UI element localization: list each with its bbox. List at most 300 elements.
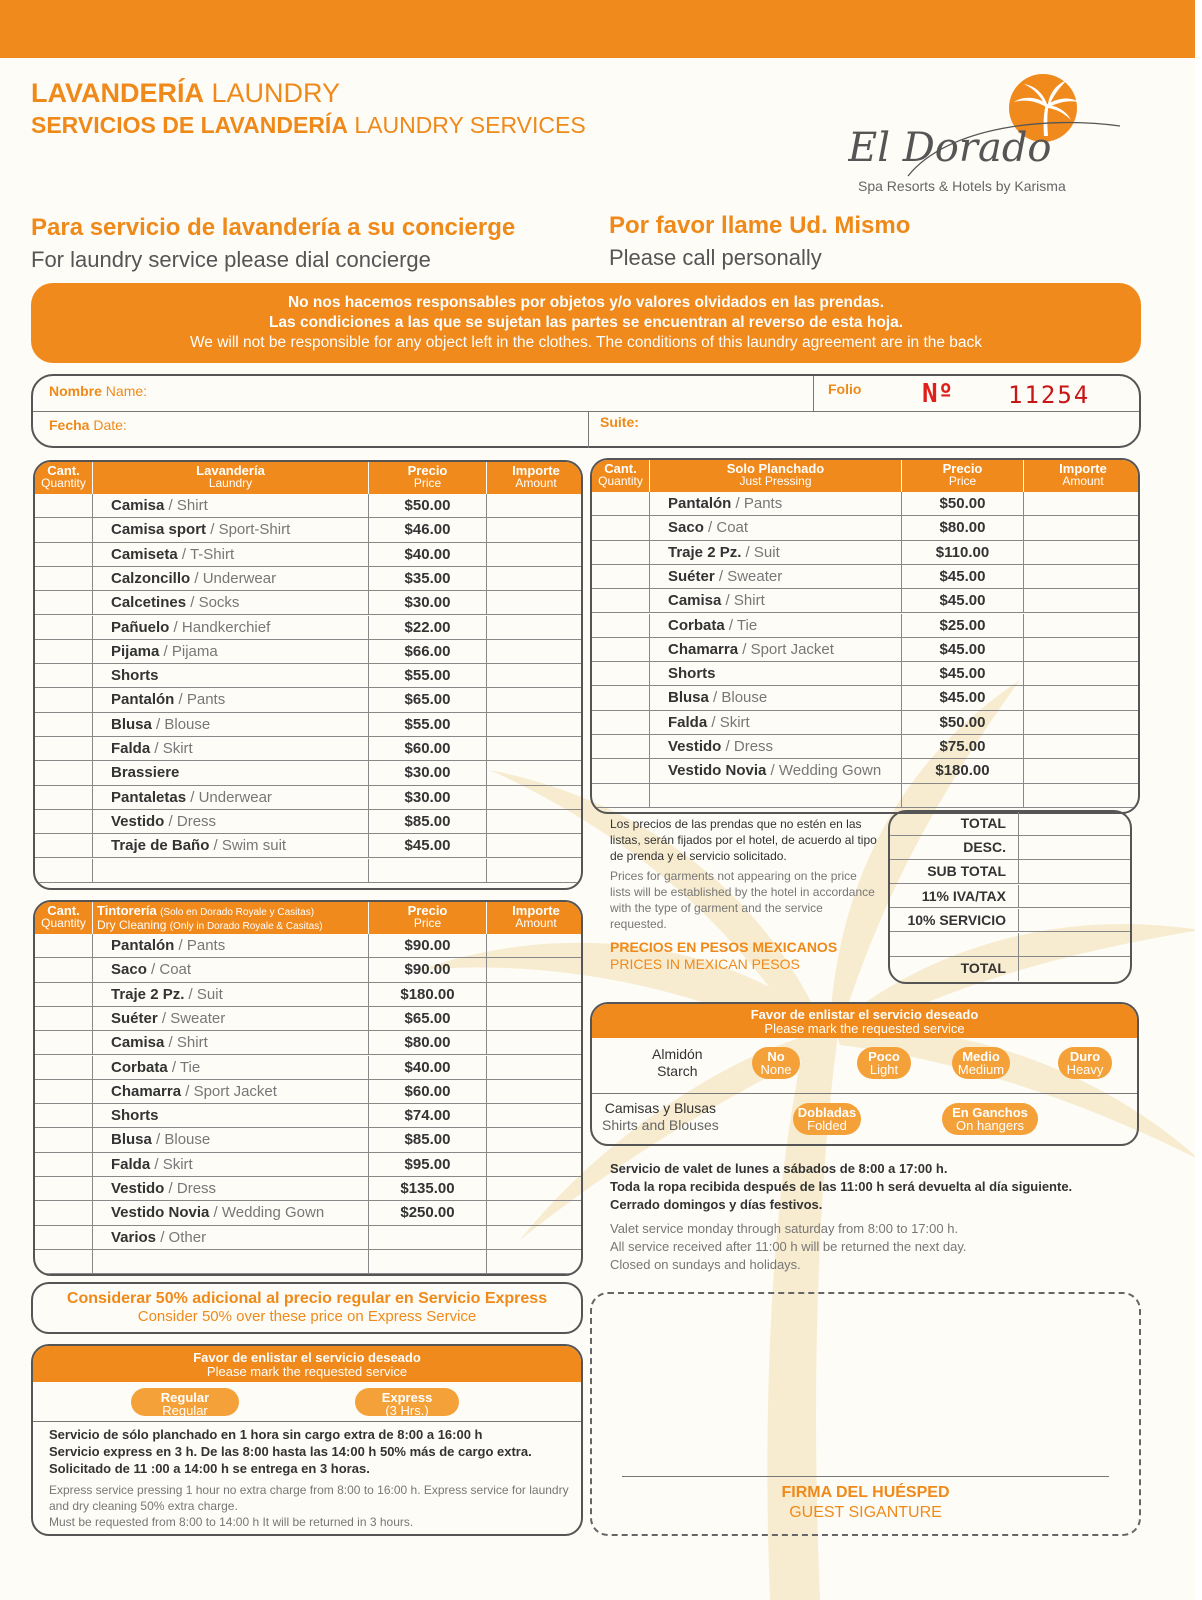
- hangers-option[interactable]: En Ganchos On hangers: [942, 1103, 1038, 1135]
- item-cell: Saco / Coat: [93, 958, 369, 981]
- requested-service-header: Favor de enlistar el servicio deseado Please mark the requested service: [33, 1346, 581, 1382]
- price-cell: $30.00: [369, 591, 487, 614]
- price-cell: $85.00: [369, 1128, 487, 1151]
- item-cell: Falda / Skirt: [650, 711, 902, 734]
- signature-label-es: FIRMA DEL HUÉSPED: [781, 1484, 950, 1501]
- express-option[interactable]: Express (3 Hrs.): [355, 1388, 459, 1416]
- totals-value-cell[interactable]: [1019, 812, 1130, 835]
- amount-cell[interactable]: [487, 543, 583, 566]
- totals-box: [888, 810, 1132, 984]
- amount-cell[interactable]: [487, 737, 583, 760]
- quantity-cell[interactable]: [35, 958, 93, 981]
- price-cell: $90.00: [369, 934, 487, 957]
- concierge-heading-es: Para servicio de lavandería a su concierge: [31, 214, 516, 241]
- table-row: [592, 759, 1138, 783]
- totals-label: 10% SERVICIO: [890, 909, 1019, 932]
- col-price: Precio Price: [369, 902, 487, 934]
- amount-cell[interactable]: [487, 1128, 583, 1151]
- table-row: [35, 518, 581, 542]
- table-row: [35, 958, 581, 982]
- quantity-cell[interactable]: [35, 543, 93, 566]
- quantity-cell[interactable]: [592, 589, 650, 612]
- quantity-cell[interactable]: [592, 662, 650, 685]
- quantity-cell[interactable]: [35, 1104, 93, 1127]
- totals-row: [890, 885, 1130, 909]
- totals-row: [890, 957, 1130, 981]
- col-price: Precio Price: [369, 462, 487, 494]
- price-cell: $90.00: [369, 958, 487, 981]
- page-subtitle: SERVICIOS DE LAVANDERÍA LAUNDRY SERVICES: [31, 112, 586, 138]
- quantity-cell[interactable]: [35, 786, 93, 809]
- pressing-table-header: [592, 460, 1138, 492]
- guest-info-box: [31, 374, 1141, 448]
- quantity-cell[interactable]: [592, 735, 650, 758]
- table-row: [35, 1104, 581, 1128]
- starch-medium-option[interactable]: Medio Medium: [952, 1047, 1010, 1079]
- starch-light-option[interactable]: Poco Light: [857, 1047, 911, 1079]
- svg-text:El Dorado: El Dorado: [848, 125, 1052, 171]
- totals-value-cell[interactable]: [1019, 885, 1130, 908]
- pressing-table: [590, 458, 1140, 814]
- price-cell: $60.00: [369, 1080, 487, 1103]
- personal-heading-es: Por favor llame Ud. Mismo: [609, 212, 911, 239]
- totals-label: 11% IVA/TAX: [890, 885, 1019, 908]
- item-cell: Camisa / Shirt: [93, 1031, 369, 1054]
- totals-row: [890, 812, 1130, 836]
- price-cell: $80.00: [902, 516, 1024, 539]
- price-cell: $180.00: [902, 759, 1024, 782]
- amount-cell[interactable]: [487, 567, 583, 590]
- quantity-cell[interactable]: [592, 541, 650, 564]
- col-price: Precio Price: [902, 460, 1024, 492]
- quantity-cell[interactable]: [35, 664, 93, 687]
- quantity-cell[interactable]: [35, 518, 93, 541]
- quantity-cell[interactable]: [35, 713, 93, 736]
- item-cell: Pijama / Pijama: [93, 640, 369, 663]
- table-row: [35, 591, 581, 615]
- amount-cell[interactable]: [1024, 711, 1140, 734]
- table-row: [592, 516, 1138, 540]
- price-cell: $46.00: [369, 518, 487, 541]
- totals-value-cell[interactable]: [1019, 909, 1130, 932]
- col-item: Solo Planchado Just Pressing: [650, 460, 902, 492]
- quantity-cell[interactable]: [35, 567, 93, 590]
- amount-cell[interactable]: [1024, 565, 1140, 588]
- quantity-cell[interactable]: [592, 565, 650, 588]
- table-row: [35, 688, 581, 712]
- price-cell: $80.00: [369, 1031, 487, 1054]
- totals-value-cell[interactable]: [1019, 860, 1130, 883]
- price-cell: $135.00: [369, 1177, 487, 1200]
- item-cell: Chamarra / Sport Jacket: [650, 638, 902, 661]
- item-cell: Blusa / Blouse: [650, 686, 902, 709]
- table-row: [592, 614, 1138, 638]
- item-cell: Corbata / Tie: [650, 614, 902, 637]
- express-notice-en: Consider 50% over these price on Express Service: [137, 1308, 477, 1325]
- col-quantity: Cant. Quantity: [592, 460, 650, 492]
- amount-cell[interactable]: [1024, 614, 1140, 637]
- signature-label-en: GUEST SIGANTURE: [789, 1504, 942, 1521]
- item-cell: Blusa / Blouse: [93, 1128, 369, 1151]
- table-row: [35, 1056, 581, 1080]
- amount-cell[interactable]: [1024, 784, 1140, 807]
- table-row: [35, 983, 581, 1007]
- quantity-cell[interactable]: [592, 614, 650, 637]
- quantity-cell[interactable]: [592, 711, 650, 734]
- price-cell: $45.00: [902, 638, 1024, 661]
- amount-cell[interactable]: [487, 958, 583, 981]
- price-cell: $55.00: [369, 664, 487, 687]
- price-cell: $40.00: [369, 543, 487, 566]
- quantity-cell[interactable]: [592, 759, 650, 782]
- amount-cell[interactable]: [487, 1250, 583, 1273]
- item-cell: Chamarra / Sport Jacket: [93, 1080, 369, 1103]
- price-cell: $110.00: [902, 541, 1024, 564]
- express-notice-es: Considerar 50% adicional al precio regular en Servicio Express: [66, 1290, 548, 1307]
- quantity-cell[interactable]: [35, 1226, 93, 1249]
- table-row: [592, 638, 1138, 662]
- quantity-cell[interactable]: [35, 761, 93, 784]
- price-cell: $180.00: [369, 983, 487, 1006]
- price-cell: $75.00: [902, 735, 1024, 758]
- table-row: [592, 662, 1138, 686]
- guest-signature-box[interactable]: [590, 1292, 1141, 1536]
- col-item: Lavandería Laundry: [93, 462, 369, 494]
- quantity-cell[interactable]: [592, 492, 650, 515]
- amount-cell[interactable]: [487, 688, 583, 711]
- price-cell: $85.00: [369, 810, 487, 833]
- item-cell: Brassiere: [93, 761, 369, 784]
- quantity-cell[interactable]: [35, 934, 93, 957]
- item-cell: Calcetines / Socks: [93, 591, 369, 614]
- amount-cell[interactable]: [487, 786, 583, 809]
- price-cell: $25.00: [902, 614, 1024, 637]
- price-cell: $95.00: [369, 1153, 487, 1176]
- request-service-text-es: Servicio de sólo planchado en 1 hora sin cargo extra de 8:00 a 16:00 h Servicio express en 3 h. De las 8:00 hasta las 14:00 h 50% más de cargo extra. Solicitado de 11 :00 a 14:00 h se entrega en 3 horas.: [49, 1427, 532, 1476]
- quantity-cell[interactable]: [35, 1177, 93, 1200]
- price-cell: [369, 1226, 487, 1249]
- amount-cell[interactable]: [487, 1153, 583, 1176]
- item-cell: Vestido Novia / Wedding Gown: [650, 759, 902, 782]
- laundry-table: [33, 460, 583, 890]
- quantity-cell[interactable]: [35, 616, 93, 639]
- price-cell: $40.00: [369, 1056, 487, 1079]
- top-orange-bar: [0, 0, 1195, 58]
- totals-row: [890, 860, 1130, 884]
- totals-value-cell[interactable]: [1019, 933, 1130, 956]
- table-row: [35, 1201, 581, 1225]
- amount-cell[interactable]: [487, 616, 583, 639]
- amount-cell[interactable]: [487, 983, 583, 1006]
- amount-cell[interactable]: [487, 1201, 583, 1224]
- amount-cell[interactable]: [487, 518, 583, 541]
- table-row: [35, 494, 581, 518]
- item-cell: Blusa / Blouse: [93, 713, 369, 736]
- table-row: [592, 589, 1138, 613]
- table-row: [35, 934, 581, 958]
- amount-cell[interactable]: [487, 1177, 583, 1200]
- item-cell: Saco / Coat: [650, 516, 902, 539]
- express-notice-box: [31, 1282, 583, 1334]
- quantity-cell[interactable]: [35, 640, 93, 663]
- quantity-cell[interactable]: [35, 1201, 93, 1224]
- table-row: [35, 1177, 581, 1201]
- amount-cell[interactable]: [1024, 638, 1140, 661]
- totals-label: [890, 933, 1019, 956]
- amount-cell[interactable]: [487, 761, 583, 784]
- price-cell: [369, 1250, 487, 1273]
- quantity-cell[interactable]: [35, 1128, 93, 1151]
- price-notice-en: Prices for garments not appearing on the price lists will be established by the hotel in accordance with the type of garment and the service requested.: [610, 869, 875, 931]
- quantity-cell[interactable]: [35, 1056, 93, 1079]
- quantity-cell[interactable]: [592, 686, 650, 709]
- amount-cell[interactable]: [487, 834, 583, 857]
- totals-label: SUB TOTAL: [890, 860, 1019, 883]
- col-amount: Importe Amount: [1059, 461, 1107, 488]
- price-cell: $55.00: [369, 713, 487, 736]
- item-cell: [650, 784, 902, 807]
- totals-row: [890, 933, 1130, 957]
- totals-row: [890, 836, 1130, 860]
- item-cell: Pantalón / Pants: [93, 688, 369, 711]
- quantity-cell[interactable]: [35, 737, 93, 760]
- el-dorado-logo: [848, 66, 1138, 196]
- totals-value-cell[interactable]: [1019, 836, 1130, 859]
- amount-cell[interactable]: [487, 1080, 583, 1103]
- item-cell: Shorts: [93, 664, 369, 687]
- quantity-cell[interactable]: [35, 1080, 93, 1103]
- amount-cell[interactable]: [1024, 492, 1140, 515]
- amount-cell[interactable]: [487, 1104, 583, 1127]
- amount-cell[interactable]: [487, 713, 583, 736]
- table-row: [592, 492, 1138, 516]
- starch-heavy-option[interactable]: Duro Heavy: [1058, 1047, 1112, 1079]
- totals-label: DESC.: [890, 836, 1019, 859]
- logo-tagline: Spa Resorts & Hotels by Karisma: [858, 178, 1066, 194]
- item-cell: Traje 2 Pz. / Suit: [650, 541, 902, 564]
- folio-label: Folio: [828, 381, 862, 397]
- price-cell: $35.00: [369, 567, 487, 590]
- table-row: [35, 810, 581, 834]
- quantity-cell[interactable]: [592, 784, 650, 807]
- request-service-text-en: Express service pressing 1 hour no extra charge from 8:00 to 16:00 h. Express service for laundry and dry cleaning 50% extra charge. Must be requested from 8:00 to 14:00 h It will be returned in 3 hours.: [49, 1483, 569, 1529]
- table-row: [35, 1031, 581, 1055]
- quantity-cell[interactable]: [592, 516, 650, 539]
- disclaimer-line-1: No nos hacemos responsables por objetos y/o valores olvidados en las prendas.: [287, 294, 885, 311]
- price-notice-es: Los precios de las prendas que no estén en las listas, serán fijados por el hotel, de acuerdo al tipo de prenda y el servicio solicitado.: [610, 817, 877, 863]
- table-row: [35, 664, 581, 688]
- disclaimer-banner: [31, 283, 1141, 363]
- amount-cell[interactable]: [1024, 589, 1140, 612]
- regular-option[interactable]: Regular Regular: [131, 1388, 239, 1416]
- table-row: [35, 1007, 581, 1031]
- item-cell: Falda / Skirt: [93, 737, 369, 760]
- price-cell: $30.00: [369, 786, 487, 809]
- item-cell: Traje 2 Pz. / Suit: [93, 983, 369, 1006]
- amount-cell[interactable]: [487, 1007, 583, 1030]
- table-row: [35, 786, 581, 810]
- price-cell: $60.00: [369, 737, 487, 760]
- totals-value-cell[interactable]: [1019, 957, 1130, 981]
- quantity-cell[interactable]: [35, 1250, 93, 1273]
- price-cell: $45.00: [902, 565, 1024, 588]
- amount-cell[interactable]: [487, 640, 583, 663]
- folded-option[interactable]: Dobladas Folded: [793, 1103, 861, 1135]
- item-cell: Shorts: [93, 1104, 369, 1127]
- quantity-cell[interactable]: [35, 983, 93, 1006]
- price-cell: $30.00: [369, 761, 487, 784]
- col-item: Tintorería (Solo en Dorado Royale y Casitas) Dry Cleaning (Only in Dorado Royale & Casitas): [93, 902, 369, 934]
- amount-cell[interactable]: [1024, 686, 1140, 709]
- concierge-heading-en: For laundry service please dial concierge: [31, 247, 431, 272]
- price-cell: [369, 859, 487, 882]
- col-quantity: Cant. Quantity: [35, 902, 93, 934]
- quantity-cell[interactable]: [592, 638, 650, 661]
- table-row: [35, 1226, 581, 1250]
- totals-label: TOTAL: [890, 957, 1019, 981]
- suite-field[interactable]: Suite:: [600, 414, 639, 430]
- col-quantity: Cant. Quantity: [35, 462, 93, 494]
- price-cell: $50.00: [902, 711, 1024, 734]
- dry-cleaning-table: [33, 900, 583, 1276]
- amount-cell[interactable]: [487, 1031, 583, 1054]
- table-row: [35, 1128, 581, 1152]
- starch-none-option[interactable]: No None: [752, 1047, 800, 1079]
- disclaimer-line-3: We will not be responsible for any object left in the clothes. The conditions of this laundry agreement are in the back: [189, 334, 983, 351]
- col-amount: Importe Amount: [512, 903, 560, 930]
- amount-cell[interactable]: [487, 1226, 583, 1249]
- quantity-cell[interactable]: [35, 1031, 93, 1054]
- item-cell: Vestido / Dress: [93, 1177, 369, 1200]
- table-row: [592, 711, 1138, 735]
- price-cell: $65.00: [369, 1007, 487, 1030]
- table-row: [35, 859, 581, 883]
- table-row: [35, 834, 581, 858]
- pesos-label-es: PRECIOS EN PESOS MEXICANOS: [610, 939, 838, 955]
- item-cell: Pantalón / Pants: [650, 492, 902, 515]
- col-amount: Importe Amount: [512, 463, 560, 490]
- item-cell: Shorts: [650, 662, 902, 685]
- price-cell: $50.00: [369, 494, 487, 517]
- table-row: [35, 543, 581, 567]
- amount-cell[interactable]: [1024, 735, 1140, 758]
- price-cell: $250.00: [369, 1201, 487, 1224]
- item-cell: Camiseta / T-Shirt: [93, 543, 369, 566]
- price-cell: $50.00: [902, 492, 1024, 515]
- item-cell: [93, 859, 369, 882]
- item-cell: Vestido Novia / Wedding Gown: [93, 1201, 369, 1224]
- starch-label: Almidón Starch: [652, 1046, 703, 1079]
- item-cell: Pantalón / Pants: [93, 934, 369, 957]
- shirts-blouses-label: Camisas y Blusas Shirts and Blouses: [602, 1100, 719, 1133]
- folio-number: 11254: [1008, 381, 1091, 409]
- amount-cell[interactable]: [1024, 759, 1140, 782]
- item-cell: Camisa sport / Sport-Shirt: [93, 518, 369, 541]
- starch-service-header: Favor de enlistar el servicio deseado Please mark the requested service: [592, 1004, 1137, 1038]
- price-cell: $45.00: [902, 589, 1024, 612]
- amount-cell[interactable]: [487, 664, 583, 687]
- quantity-cell[interactable]: [35, 688, 93, 711]
- price-cell: $66.00: [369, 640, 487, 663]
- name-field[interactable]: Nombre Name:: [49, 383, 148, 399]
- table-row: [592, 735, 1138, 759]
- item-cell: Traje de Baño / Swim suit: [93, 834, 369, 857]
- date-field[interactable]: Fecha Date:: [49, 417, 127, 433]
- valet-info-en: Valet service monday through saturday from 8:00 to 17:00 h. All service received after 11:00 h will be returned the next day. Closed on sundays and holidays.: [610, 1221, 967, 1272]
- amount-cell[interactable]: [1024, 662, 1140, 685]
- amount-cell[interactable]: [487, 591, 583, 614]
- amount-cell[interactable]: [487, 810, 583, 833]
- table-row: [35, 713, 581, 737]
- item-cell: Camisa / Shirt: [93, 494, 369, 517]
- price-cell: [902, 784, 1024, 807]
- table-row: [35, 1250, 581, 1274]
- starch-service-box: [590, 1002, 1139, 1146]
- item-cell: Vestido / Dress: [93, 810, 369, 833]
- table-row: [35, 1080, 581, 1104]
- valet-info-es: Servicio de valet de lunes a sábados de 8:00 a 17:00 h. Toda la ropa recibida después de las 11:00 h será devuelta al día siguiente. Cerrado domingos y días festivos.: [610, 1161, 1073, 1212]
- item-cell: Falda / Skirt: [93, 1153, 369, 1176]
- amount-cell[interactable]: [1024, 516, 1140, 539]
- totals-label: TOTAL: [890, 812, 1019, 835]
- quantity-cell[interactable]: [35, 1007, 93, 1030]
- table-row: [35, 567, 581, 591]
- item-cell: Vestido / Dress: [650, 735, 902, 758]
- table-row: [35, 737, 581, 761]
- quantity-cell[interactable]: [35, 859, 93, 882]
- price-cell: $45.00: [902, 686, 1024, 709]
- amount-cell[interactable]: [487, 859, 583, 882]
- disclaimer-line-2: Las condiciones a las que se sujetan las partes se encuentran al reverso de esta hoja.: [268, 314, 904, 331]
- item-cell: Pañuelo / Handkerchief: [93, 616, 369, 639]
- table-row: [35, 1153, 581, 1177]
- amount-cell[interactable]: [1024, 541, 1140, 564]
- page-title: LAVANDERÍA LAUNDRY: [31, 78, 341, 108]
- amount-cell[interactable]: [487, 494, 583, 517]
- totals-row: [890, 909, 1130, 933]
- table-row: [592, 565, 1138, 589]
- quantity-cell[interactable]: [35, 810, 93, 833]
- item-cell: Suéter / Sweater: [650, 565, 902, 588]
- price-cell: $22.00: [369, 616, 487, 639]
- item-cell: Camisa / Shirt: [650, 589, 902, 612]
- price-cell: $74.00: [369, 1104, 487, 1127]
- item-cell: Suéter / Sweater: [93, 1007, 369, 1030]
- pesos-label-en: PRICES IN MEXICAN PESOS: [610, 956, 800, 972]
- table-row: [592, 784, 1138, 808]
- laundry-table-header: [35, 462, 581, 494]
- item-cell: Corbata / Tie: [93, 1056, 369, 1079]
- price-cell: $65.00: [369, 688, 487, 711]
- personal-heading-en: Please call personally: [609, 245, 822, 270]
- item-cell: Varios / Other: [93, 1226, 369, 1249]
- quantity-cell[interactable]: [35, 494, 93, 517]
- amount-cell[interactable]: [487, 934, 583, 957]
- requested-service-box: [31, 1344, 583, 1536]
- amount-cell[interactable]: [487, 1056, 583, 1079]
- dry-cleaning-table-header: [35, 902, 581, 934]
- quantity-cell[interactable]: [35, 1153, 93, 1176]
- table-row: [35, 616, 581, 640]
- table-row: [592, 541, 1138, 565]
- item-cell: [93, 1250, 369, 1273]
- quantity-cell[interactable]: [35, 834, 93, 857]
- item-cell: Pantaletas / Underwear: [93, 786, 369, 809]
- folio-number-sign: Nº: [922, 379, 954, 409]
- quantity-cell[interactable]: [35, 591, 93, 614]
- price-cell: $45.00: [902, 662, 1024, 685]
- price-cell: $45.00: [369, 834, 487, 857]
